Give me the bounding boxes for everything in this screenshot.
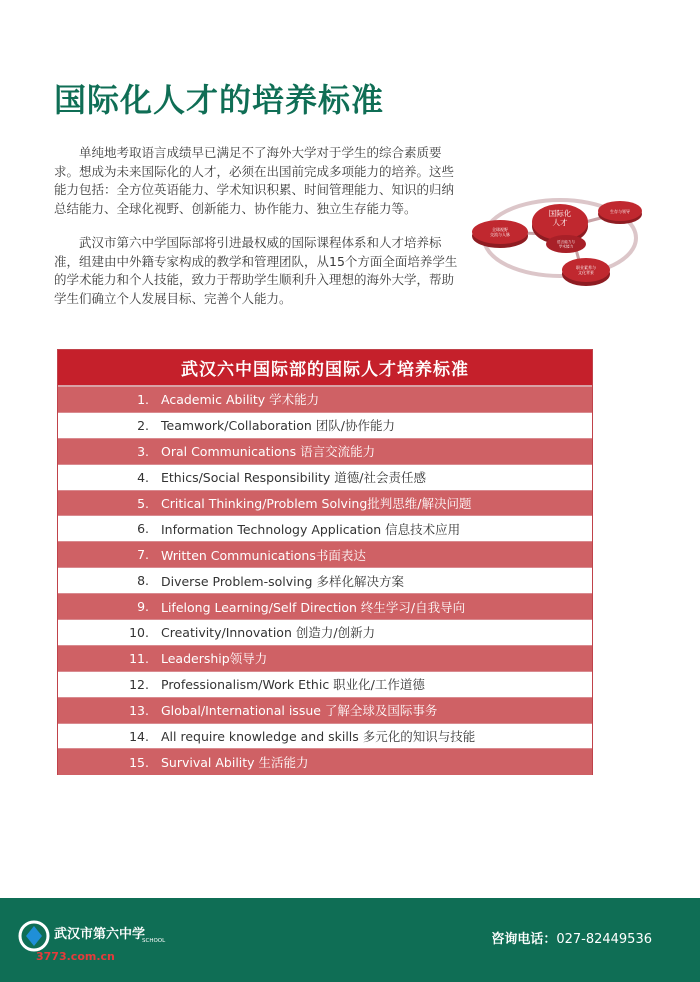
standard-number: 9. — [137, 599, 149, 615]
standard-row — [58, 698, 592, 724]
standard-text: Survival Ability 生活能力 — [161, 755, 309, 771]
diagram-sub-label: 语言能力与学术能力 — [557, 240, 575, 249]
standard-text: Lifelong Learning/Self Direction 终生学习/自我导向 — [161, 599, 466, 615]
diagram-node-left — [472, 220, 528, 248]
standard-number: 1. — [137, 391, 149, 407]
standard-text: Written Communications书面表达 — [161, 547, 366, 563]
talent-diagram — [470, 192, 650, 292]
standard-number: 3. — [137, 443, 149, 459]
standard-number: 11. — [129, 650, 149, 666]
standard-row — [58, 568, 592, 594]
standard-row — [58, 646, 592, 672]
svg-text:3773.com.cn: 3773.com.cn — [36, 950, 115, 962]
standard-number: 12. — [129, 676, 149, 692]
standard-number: 10. — [129, 624, 149, 640]
standard-text: Critical Thinking/Problem Solving批判思维/解决问题 — [161, 496, 472, 511]
diagram-center-label: 国际化人才 — [548, 209, 572, 227]
svg-text:武汉市第六中学: 武汉市第六中学 — [54, 927, 146, 942]
standard-row — [58, 439, 592, 465]
standard-text: Creativity/Innovation 创造力/创新力 — [161, 625, 376, 641]
standard-number: 6. — [137, 521, 149, 537]
standard-row — [58, 749, 592, 775]
standard-row — [58, 491, 592, 517]
standard-text: Information Technology Application 信息技术应用 — [161, 521, 461, 537]
page-title: 国际化人才的培养标准 — [54, 81, 385, 119]
standard-row — [58, 465, 592, 491]
contact-phone: 027-82449536 — [556, 932, 652, 947]
standard-number: 2. — [137, 417, 149, 433]
contact-label: 咨询电话： — [491, 932, 557, 947]
contact-info — [491, 928, 652, 947]
diagram-node-right — [598, 201, 642, 224]
school-logo — [14, 918, 184, 962]
diagram-node-right-label: 生存与领导 — [610, 209, 630, 214]
diagram-node-bottom — [562, 258, 610, 286]
standard-text: Oral Communications 语言交流能力 — [161, 444, 376, 460]
footer — [0, 898, 700, 982]
standard-text: Leadership领导力 — [161, 651, 268, 667]
standard-text: Academic Ability 学术能力 — [161, 392, 320, 408]
standard-text: Global/International issue 了解全球及国际事务 — [161, 703, 438, 719]
standard-number: 7. — [137, 547, 149, 563]
standards-table — [57, 349, 593, 775]
standard-row — [58, 387, 592, 413]
standard-row — [58, 620, 592, 646]
standard-number: 13. — [129, 702, 149, 718]
diagram-node-bottom-label: 职业素养与文化背景 — [576, 265, 596, 275]
standard-text: All require knowledge and skills 多元化的知识与技能 — [161, 729, 476, 745]
standard-row — [58, 516, 592, 542]
standard-row — [58, 594, 592, 620]
intro-paragraph-1: 单纯地考取语言成绩早已满足不了海外大学对于学生的综合素质要求。想成为未来国际化的人才，必须在出国前完成多项能力的培养。这些能力包括：全方位英语能力、学术知识积累、时间管理能力、知识的归纳总结能力、全球化视野、创新能力、协作能力、独立生存能力等。 — [54, 145, 455, 216]
standards-header: 武汉六中国际部的国际人才培养标准 — [58, 350, 592, 387]
standard-number: 5. — [137, 495, 149, 511]
diagram-node-left-label: 全球视野交流与人脉 — [490, 227, 510, 237]
standard-text: Teamwork/Collaboration 团队/协作能力 — [161, 418, 395, 434]
standard-number: 15. — [129, 754, 149, 770]
standard-row — [58, 724, 592, 750]
standard-text: Ethics/Social Responsibility 道德/社会责任感 — [161, 470, 426, 486]
standard-row — [58, 413, 592, 439]
standards-list — [58, 387, 592, 775]
standard-row — [58, 542, 592, 568]
diagram-center — [532, 204, 588, 253]
standard-text: Professionalism/Work Ethic 职业化/工作道德 — [161, 677, 425, 693]
standard-number: 8. — [137, 573, 149, 589]
intro-paragraph-2: 武汉市第六中学国际部将引进最权威的国际课程体系和人才培养标准，组建由中外籍专家构成的教学和管理团队，从15个方面全面培养学生的学术能力和个人技能，致力于帮助学生顺利升入理想的海外大学，帮助学生们确立个人发展目标、完善个人能力。 — [54, 235, 458, 306]
standard-number: 14. — [129, 728, 149, 744]
svg-text:SCHOOL: SCHOOL — [142, 938, 166, 944]
standard-text: Diverse Problem-solving 多样化解决方案 — [161, 573, 404, 589]
intro-text — [54, 144, 458, 324]
standard-row — [58, 672, 592, 698]
standard-number: 4. — [137, 469, 149, 485]
